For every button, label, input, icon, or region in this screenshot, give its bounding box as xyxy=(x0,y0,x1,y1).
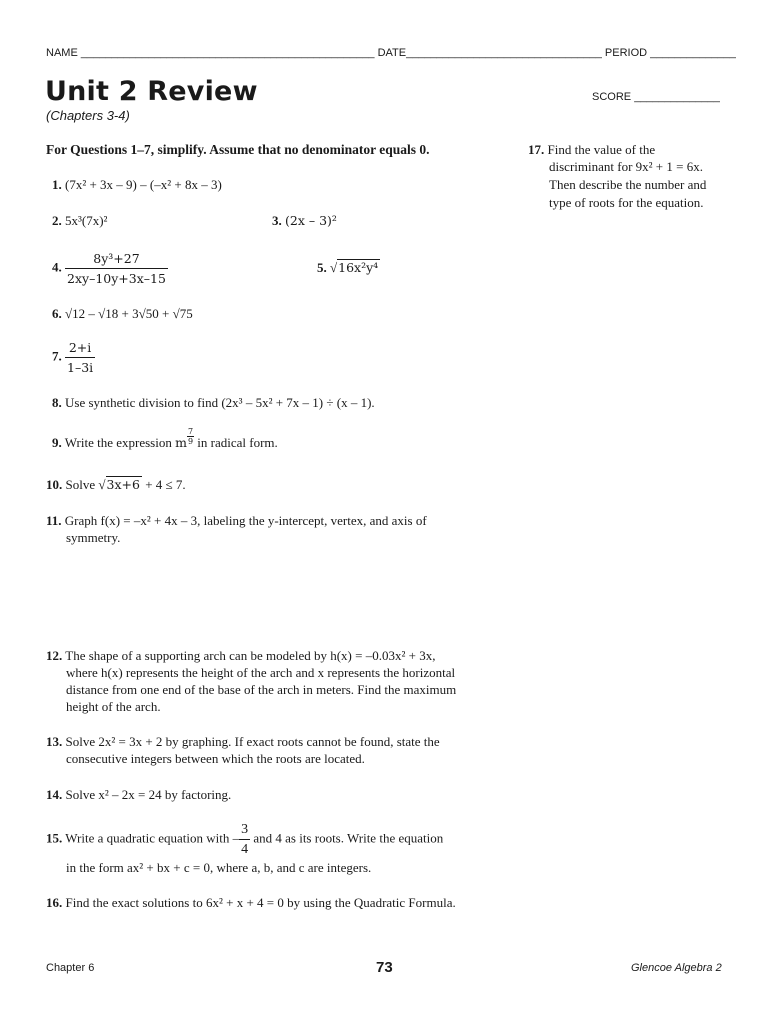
question-11-continued: symmetry. xyxy=(66,530,121,545)
question-text: (7x² + 3x – 9) – (–x² + 8x – 3) xyxy=(65,177,222,192)
question-12-line-3: distance from one end of the base of the arch in meters. Find the maximum xyxy=(66,682,457,697)
fraction xyxy=(65,250,168,287)
page-title: Unit 2 Review xyxy=(45,76,258,107)
question-text: 5x³(7x)² xyxy=(65,213,108,228)
question-1 xyxy=(52,176,222,193)
question-number: 15. xyxy=(46,830,63,846)
question-15 xyxy=(46,821,443,858)
question-number: 14. xyxy=(46,787,63,802)
question-12 xyxy=(46,647,435,664)
question-text: Solve 2x² = 3x + 2 by graphing. If exact roots cannot be found, state the xyxy=(65,734,440,749)
question-17-line-3: Then describe the number and xyxy=(549,177,707,192)
fraction-numerator: 3 xyxy=(239,821,250,840)
date-blank[interactable]: ________________________________ xyxy=(406,47,602,59)
question-number: 9. xyxy=(52,435,62,450)
question-7 xyxy=(52,339,95,376)
question-3 xyxy=(272,212,337,229)
page-subtitle: (Chapters 3-4) xyxy=(46,108,130,123)
question-4 xyxy=(52,250,168,287)
question-14 xyxy=(46,786,231,803)
question-5 xyxy=(317,259,380,276)
date-label: DATE xyxy=(377,47,407,59)
question-text: and 4 as its roots. Write the equation xyxy=(253,830,444,846)
fraction-numerator: 2+i xyxy=(65,339,95,358)
question-17-line-2: discriminant for 9x² + 1 = 6x. xyxy=(549,159,703,174)
question-17 xyxy=(528,141,655,158)
name-blank[interactable]: ________________________________________________ xyxy=(80,47,375,59)
question-number: 6. xyxy=(52,306,62,321)
question-number: 12. xyxy=(46,648,63,663)
question-8 xyxy=(52,394,375,411)
question-number: 13. xyxy=(46,734,63,749)
question-text: + 4 ≤ 7. xyxy=(145,477,186,492)
question-text: Use synthetic division to find (2x³ – 5x² + 7x – 1) ÷ (x – 1). xyxy=(65,395,375,410)
question-text: The shape of a supporting arch can be modeled by h(x) = –0.03x² + 3x, xyxy=(65,648,436,663)
question-text: Find the exact solutions to 6x² + x + 4 = 0 by using the Quadratic Formula. xyxy=(65,895,456,910)
question-number: 8. xyxy=(52,395,62,410)
header-line xyxy=(46,47,736,59)
fraction-denominator: 1–3i xyxy=(67,360,94,375)
period-label: PERIOD xyxy=(604,47,648,59)
question-11 xyxy=(46,512,427,529)
footer-chapter: Chapter 6 xyxy=(46,962,95,974)
question-12-line-4: height of the arch. xyxy=(66,699,161,714)
fraction-denominator: 4 xyxy=(241,842,249,857)
question-6 xyxy=(52,305,193,322)
score-blank[interactable]: ______________ xyxy=(634,91,720,103)
exponent-numerator: 7 xyxy=(187,427,194,436)
question-number: 11. xyxy=(46,513,62,528)
name-label: NAME xyxy=(46,47,78,59)
question-number: 4. xyxy=(52,259,62,275)
fraction-denominator: 2xy–10y+3x–15 xyxy=(67,271,166,286)
question-number: 3. xyxy=(272,213,282,228)
question-2 xyxy=(52,212,107,229)
question-number: 16. xyxy=(46,895,63,910)
question-number: 17. xyxy=(528,142,545,157)
question-text: in radical form. xyxy=(197,435,278,450)
fraction xyxy=(65,339,95,376)
radical-sign: √ xyxy=(330,260,338,275)
question-13-line-2: consecutive integers between which the roots are located. xyxy=(66,751,365,766)
fraction-numerator: 8y³+27 xyxy=(65,250,168,269)
question-text: Find the value of the xyxy=(547,142,656,157)
question-13 xyxy=(46,733,440,750)
footer-book: Glencoe Algebra 2 xyxy=(631,962,722,974)
question-17-line-4: type of roots for the equation. xyxy=(549,195,704,210)
page-number: 73 xyxy=(376,959,393,976)
question-number: 10. xyxy=(46,477,63,492)
exponent-denominator: 9 xyxy=(187,437,194,446)
radicand: 16x²y⁴ xyxy=(338,260,379,275)
question-number: 2. xyxy=(52,213,62,228)
question-9 xyxy=(52,427,278,453)
question-text: (2x – 3)² xyxy=(285,213,337,228)
radical-sign: √ xyxy=(98,477,106,492)
fraction xyxy=(239,821,250,858)
score-field xyxy=(592,91,720,103)
question-15-line-2: in the form ax² + bx + c = 0, where a, b, and c are integers. xyxy=(66,860,372,875)
question-12-line-2: where h(x) represents the height of the arch and x represents the horizontal xyxy=(66,665,456,680)
question-text: Write a quadratic equation with – xyxy=(65,830,240,846)
question-text: Write the expression xyxy=(64,435,172,450)
question-text: √12 – √18 + 3√50 + √75 xyxy=(65,306,193,321)
question-number: 1. xyxy=(52,177,62,192)
question-text: Solve xyxy=(65,477,96,492)
base: m xyxy=(175,435,187,450)
question-text: Solve x² – 2x = 24 by factoring. xyxy=(65,787,232,802)
question-10 xyxy=(46,476,186,493)
question-16 xyxy=(46,894,456,911)
radicand: 3x+6 xyxy=(106,477,140,492)
score-label: SCORE xyxy=(592,91,632,103)
question-number: 7. xyxy=(52,348,62,364)
question-text: Graph f(x) = –x² + 4x – 3, labeling the y-intercept, vertex, and axis of xyxy=(64,513,427,528)
power-expression xyxy=(175,427,194,450)
instructions: For Questions 1–7, simplify. Assume that no denominator equals 0. xyxy=(46,142,430,157)
period-blank[interactable]: ______________ xyxy=(650,47,736,59)
question-number: 5. xyxy=(317,260,327,275)
